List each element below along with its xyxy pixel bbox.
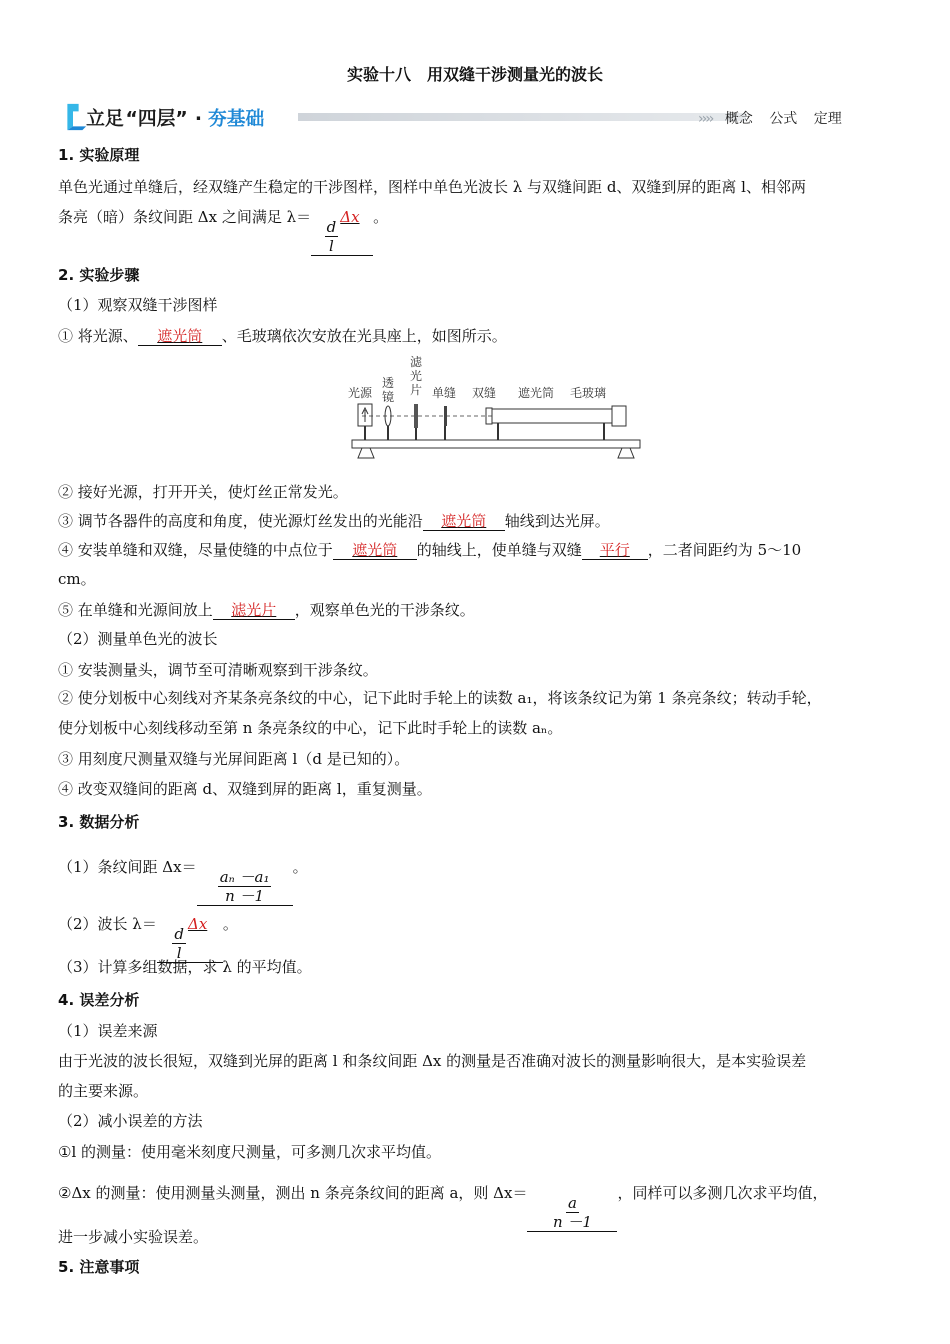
banner-bracket-icon — [67, 104, 78, 130]
lamp-icon — [362, 408, 368, 422]
screen-housing — [612, 406, 626, 426]
label-filter-2: 光 — [410, 369, 423, 383]
steps-sub-1: （1）观察双缝干涉图样 — [58, 296, 218, 314]
heading-principle: 1. 实验原理 — [58, 146, 140, 164]
answer-parallel: 平行 — [599, 541, 630, 559]
heading-steps: 2. 实验步骤 — [58, 266, 140, 284]
step-1: ① 将光源、 遮光筒 、毛玻璃依次安放在光具座上，如图所示。 — [58, 327, 507, 345]
bench-foot-right — [618, 448, 634, 458]
measure-2b: 使分划板中心刻线移动至第 n 条亮条纹的中心，记下此时手轮上的读数 aₙ。 — [58, 719, 563, 737]
step-4-cont: cm。 — [58, 570, 96, 588]
reduce-fraction: $\frac{a}{n -1}$ — [552, 1194, 592, 1231]
measure-3: ③ 用刻度尺测量双缝与光屏间距离 l（d 是已知的）。 — [58, 750, 410, 768]
answer-delta-x: Δx — [340, 208, 360, 226]
answer-tube-1: 遮光筒 — [157, 327, 203, 345]
reduce-1: ①l 的测量：使用毫米刻度尺测量，可多测几次求平均值。 — [58, 1143, 442, 1161]
answer-delta-x-2: Δx — [187, 915, 208, 933]
error-text-2: 的主要来源。 — [58, 1082, 149, 1100]
banner-text-c: 夯基础 — [208, 108, 265, 130]
label-filter-3: 片 — [410, 383, 423, 397]
measure-2a: ② 使分划板中心刻线对齐某条亮条纹的中心，记下此时手轮上的读数 a₁，将该条纹记为第 1 条亮条纹；转动手轮， — [58, 689, 822, 707]
answer-filter: 滤光片 — [231, 601, 277, 619]
error-text-1: 由于光波的波长很短，双缝到光屏的距离 l 和条纹间距 Δx 的测量是否准确对波长的测量影响很大，是本实验误差 — [58, 1052, 807, 1070]
label-filter-1: 滤 — [410, 355, 423, 369]
banner-text-b: “四层” — [125, 108, 188, 130]
banner-tag-theorem: 定理 — [813, 111, 842, 127]
apparatus-diagram — [348, 354, 648, 474]
page-title: 实验十八 用双缝干涉测量光的波长 — [346, 65, 603, 84]
reduce-3: 进一步减小实验误差。 — [58, 1228, 209, 1246]
bench-foot-left — [358, 448, 374, 458]
banner-text-a: 立足 — [86, 108, 124, 130]
label-tube: 遮光筒 — [518, 386, 555, 400]
banner-tag-concept: 概念 — [724, 111, 753, 127]
chevrons-icon: ›››› — [698, 111, 713, 127]
measure-4: ④ 改变双缝间的距离 d、双缝到屏的距离 l，重复测量。 — [58, 780, 432, 798]
heading-notes: 5. 注意事项 — [58, 1258, 140, 1276]
wavelength-fraction: $\frac{d}{l}$ — [174, 925, 184, 962]
error-sub-2: （2）减小误差的方法 — [58, 1112, 203, 1130]
error-sub-1: （1）误差来源 — [58, 1022, 158, 1040]
spacing-fraction: $\frac{\text{aₙ －a₁}}{n -1}$ — [219, 868, 270, 905]
step-3: ③ 调节各器件的高度和角度，使光源灯丝发出的光能沿 遮光筒 轴线到达光屏。 — [58, 512, 610, 530]
label-lens-2: 镜 — [382, 390, 395, 404]
section-banner — [58, 100, 890, 136]
answer-tube-2: 遮光筒 — [441, 512, 487, 530]
banner-logo — [58, 102, 298, 132]
label-lens-1: 透 — [382, 376, 395, 390]
banner-dot: · — [194, 108, 202, 130]
single-slit-element — [444, 406, 447, 426]
heading-analysis: 3. 数据分析 — [58, 813, 140, 831]
label-double-slit: 双缝 — [472, 386, 497, 400]
analysis-2: （2）波长 λ＝ $\frac{d}{l}$ Δx 。 — [58, 915, 238, 962]
banner-tag-formula: 公式 — [769, 111, 798, 127]
label-single-slit: 单缝 — [432, 386, 457, 400]
reduce-2: ②Δx 的测量：使用测量头测量，测出 n 条亮条纹间的距离 a，则 Δx＝ $\frac{a}{n -1}$ ，同样可以多测几次求平均值， — [58, 1184, 828, 1231]
banner-tags — [698, 108, 842, 128]
step-2: ② 接好光源，打开开关，使灯丝正常发光。 — [58, 483, 348, 501]
analysis-1: （1）条纹间距 Δx＝ $\frac{\text{aₙ －a₁}}{n -1}$ 。 — [58, 858, 308, 905]
tube-body — [492, 409, 612, 423]
label-screen: 毛玻璃 — [570, 386, 607, 400]
principle-text-1: 单色光通过单缝后，经双缝产生稳定的干涉图样，图样中单色光波长 λ 与双缝间距 d、双缝到屏的距离 l、相邻两 — [58, 178, 806, 196]
label-light-source: 光源 — [348, 386, 373, 400]
principle-text-2: 条亮（暗）条纹间距 Δx 之间满足 λ＝ $\frac{d}{l}$ Δx 。 — [58, 208, 389, 255]
steps-sub-2: （2）测量单色光的波长 — [58, 630, 218, 648]
principle-fraction: $\frac{d}{l}$ — [326, 218, 337, 255]
heading-error: 4. 误差分析 — [58, 991, 140, 1009]
filter-element — [414, 404, 418, 428]
measure-1: ① 安装测量头，调节至可清晰观察到干涉条纹。 — [58, 661, 378, 679]
banner-divider-bar — [298, 113, 746, 121]
analysis-3: （3）计算多组数据，求 λ 的平均值。 — [58, 958, 312, 976]
optical-bench — [352, 440, 640, 448]
step-4: ④ 安装单缝和双缝，尽量使缝的中点位于 遮光筒 的轴线上，使单缝与双缝 平行 ，二者间距约为 5～10 — [58, 541, 802, 559]
step-5: ⑤ 在单缝和光源间放上 滤光片 ，观察单色光的干涉条纹。 — [58, 601, 475, 619]
answer-tube-3: 遮光筒 — [352, 541, 398, 559]
